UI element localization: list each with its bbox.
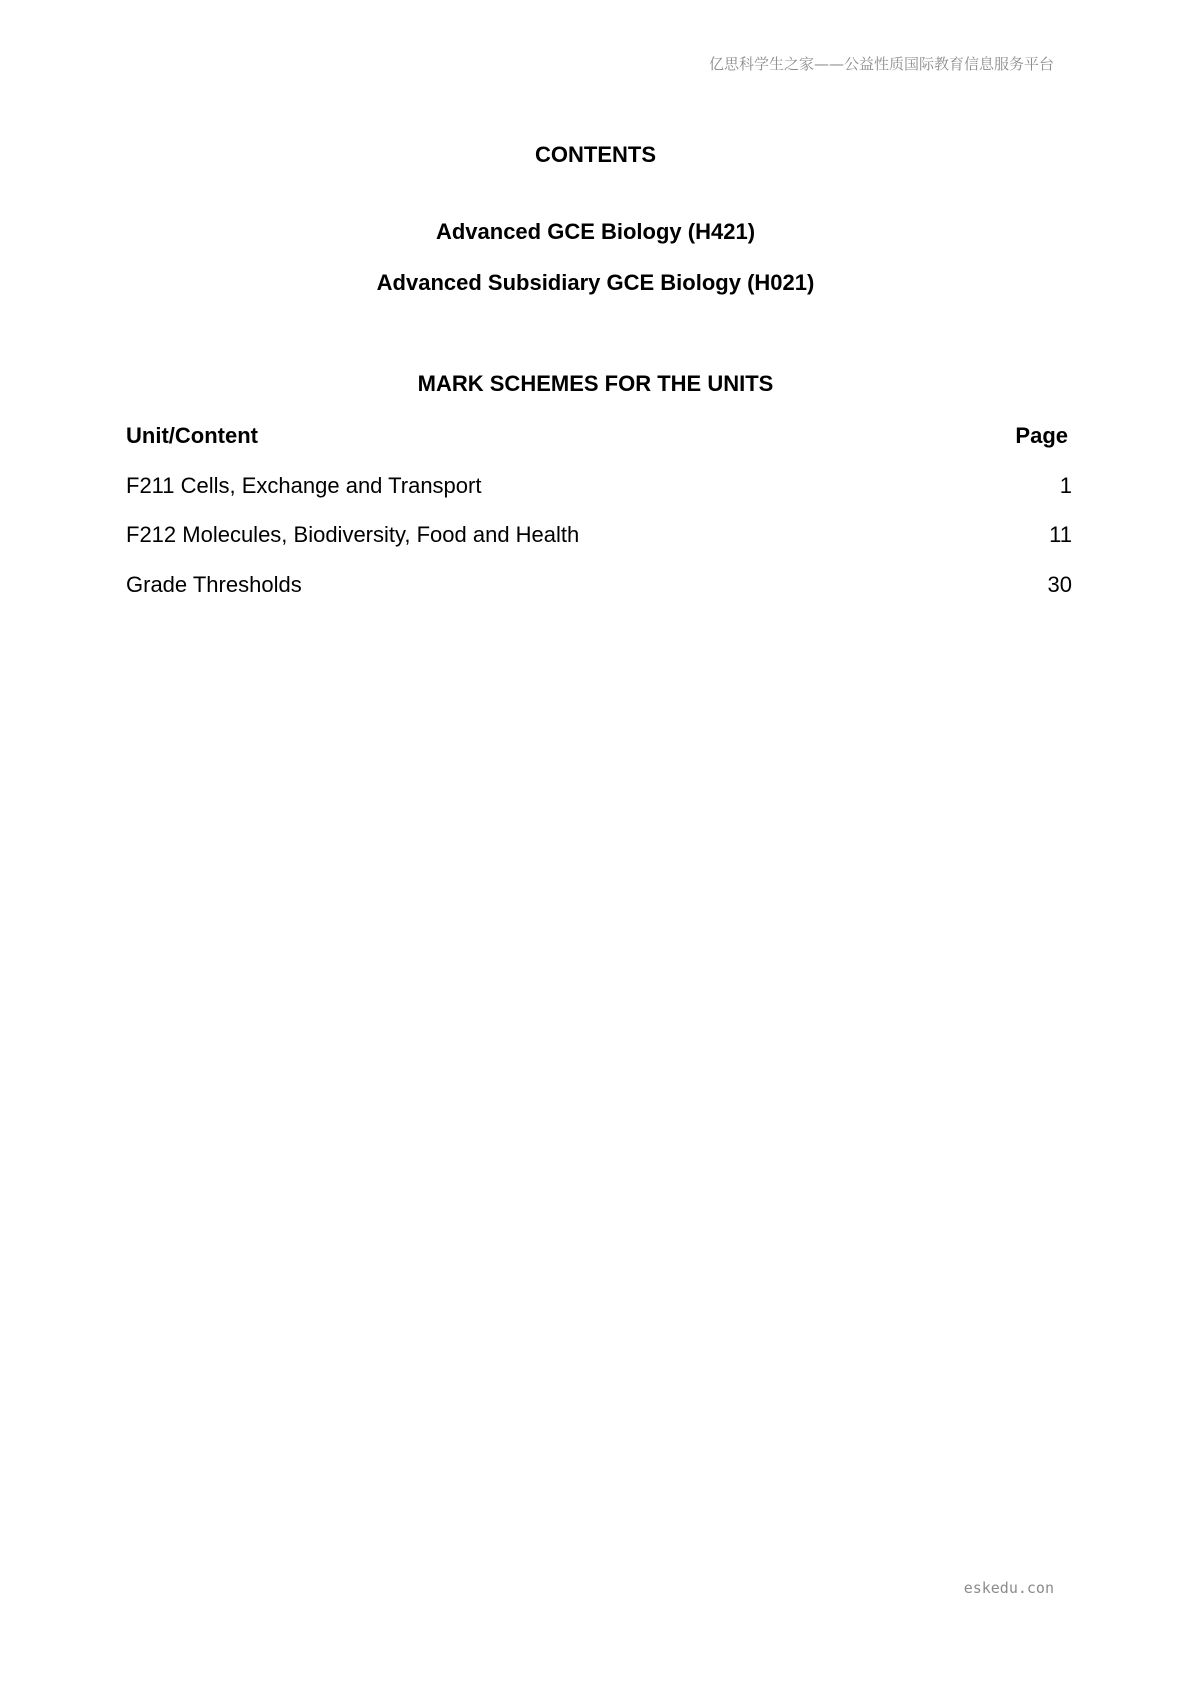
qualification-heading-a2: Advanced GCE Biology (H421) [435, 219, 756, 244]
toc-row[interactable] [126, 471, 1072, 521]
toc-column-page: Page [1015, 423, 1068, 448]
toc-entry-title: Grade Thresholds [126, 571, 302, 597]
toc-entry-page: 11 [1049, 522, 1072, 547]
page-title: CONTENTS [535, 142, 656, 167]
header-watermark: 亿思科学生之家——公益性质国际教育信息服务平台 [708, 55, 1054, 73]
toc-column-unit: Unit/Content [126, 423, 258, 448]
toc-entry-page: 30 [1047, 571, 1072, 597]
table-of-contents [126, 421, 1072, 619]
toc-entry-title: F212 Molecules, Biodiversity, Food and Health [126, 522, 580, 547]
footer-watermark: eskedu.con [963, 1579, 1054, 1597]
toc-entry-title: F211 Cells, Exchange and Transport [126, 472, 482, 498]
qualification-heading-as: Advanced Subsidiary GCE Biology (H021) [376, 270, 815, 295]
toc-header-row [126, 421, 1072, 471]
toc-row[interactable] [126, 520, 1072, 570]
toc-entry-page: 1 [1059, 472, 1072, 498]
section-heading-mark-schemes: MARK SCHEMES FOR THE UNITS [417, 371, 774, 396]
toc-row[interactable] [126, 570, 1072, 620]
